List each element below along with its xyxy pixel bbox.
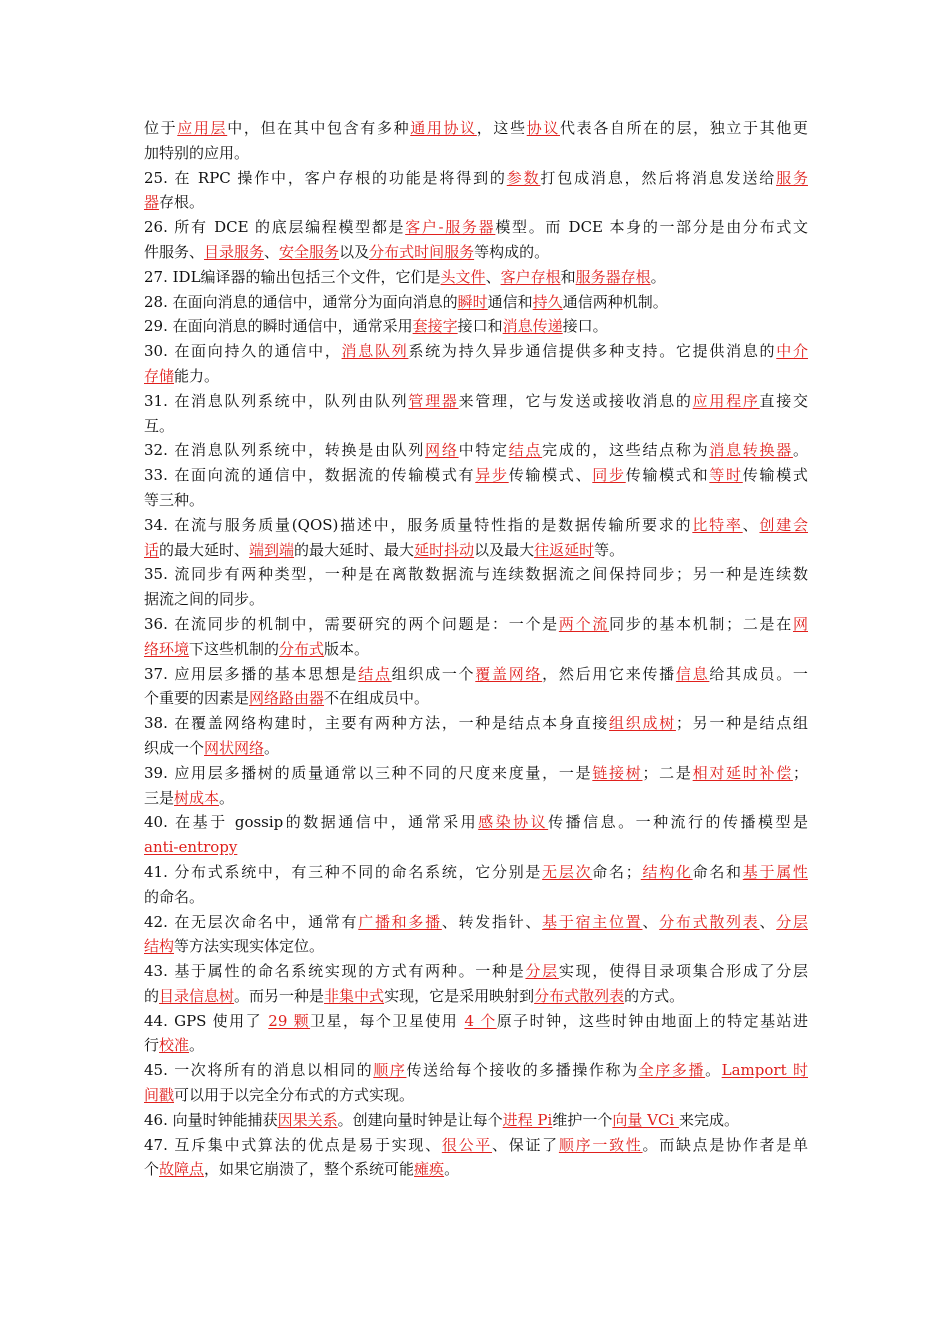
text-line <box>144 934 808 959</box>
answer-blank: 组织成树 <box>609 714 676 733</box>
answer-blank: 等时 <box>709 466 743 485</box>
text-segment: 42. 在无层次命名中，通常有 <box>144 912 359 931</box>
text-segment: 和 <box>560 267 576 286</box>
answer-blank: 存储 <box>144 366 175 385</box>
text-segment: 、 <box>742 515 760 534</box>
text-line <box>144 414 808 439</box>
text-segment: 35. 流同步有两种类型，一种是在离散数据流与连续数据流之间保持同步；另一种是连续数 <box>144 565 808 584</box>
text-line <box>144 463 808 488</box>
answer-blank: 很公平 <box>441 1135 493 1154</box>
answer-blank: 网络 <box>425 441 459 460</box>
text-segment: 。 <box>189 1036 205 1055</box>
text-line <box>144 910 808 935</box>
text-line <box>144 389 808 414</box>
text-line <box>144 761 808 786</box>
answer-blank: 安全服务 <box>279 242 340 261</box>
answer-blank: 通用协议 <box>410 119 477 137</box>
text-segment: 完成的，这些结点称为 <box>542 441 710 460</box>
text-segment: 下这些机制的 <box>189 639 280 658</box>
answer-blank: 无层次 <box>542 862 593 881</box>
text-segment: 据流之间的同步。 <box>144 590 265 609</box>
answer-blank: 异步 <box>475 466 509 485</box>
text-segment: 40. 在基于 gossip的数据通信中，通常采用 <box>144 813 479 832</box>
answer-blank: 进程 Pi <box>502 1110 553 1129</box>
text-segment: ；二是 <box>642 763 693 782</box>
text-segment: 以及最大 <box>474 540 535 559</box>
answer-blank: 延时抖动 <box>414 540 475 559</box>
answer-blank: 校准 <box>159 1036 190 1055</box>
text-segment: ； <box>792 763 808 782</box>
text-segment: 存根。 <box>159 193 205 212</box>
answer-blank: 瘫痪 <box>414 1160 445 1179</box>
text-segment: 打包成消息，然后将消息发送给 <box>540 168 777 187</box>
text-segment: 的 <box>144 986 160 1005</box>
text-segment: 、 <box>485 267 501 286</box>
text-segment: 系统为持久异步通信提供多种支持。它提供消息的 <box>408 342 777 361</box>
text-segment: ；另一种是结点组 <box>675 714 808 733</box>
answer-blank: Lamport 时 <box>721 1061 808 1080</box>
text-segment: 等方法实现实体定位。 <box>174 937 325 956</box>
text-segment: 行 <box>144 1036 160 1055</box>
text-segment: 给其成员。一 <box>709 664 808 683</box>
answer-blank: 分布式散列表 <box>534 986 625 1005</box>
answer-blank: 瞬时 <box>457 292 488 311</box>
text-line <box>144 215 808 240</box>
text-segment: 实现，它是采用映射到 <box>384 986 535 1005</box>
text-segment: 32. 在消息队列系统中，转换是由队列 <box>144 441 426 460</box>
text-segment: 通信和 <box>487 292 533 311</box>
answer-blank: 相对延时补偿 <box>692 763 793 782</box>
text-line <box>144 637 808 662</box>
text-segment: ，如果它崩溃了，整个系统可能 <box>204 1160 415 1179</box>
answer-blank: 分布式时间服务 <box>369 242 475 261</box>
answer-blank: 网 <box>792 614 808 633</box>
answer-blank: 非集中式 <box>324 986 385 1005</box>
text-line <box>144 513 808 538</box>
text-segment: 命名； <box>592 862 641 881</box>
text-segment: 接口和 <box>457 317 503 336</box>
document-page <box>144 116 808 1182</box>
text-line <box>144 612 808 637</box>
text-line <box>144 984 808 1009</box>
text-segment: 的命名。 <box>144 887 205 906</box>
answer-blank: 往返延时 <box>534 540 595 559</box>
text-segment: 传输模式和 <box>625 466 710 485</box>
answer-blank: 话 <box>144 540 160 559</box>
text-segment: 来完成。 <box>679 1110 740 1129</box>
text-segment: 。 <box>792 441 808 460</box>
text-segment: 等。 <box>594 540 625 559</box>
answer-blank: 结构化 <box>640 862 693 881</box>
text-segment: 。 <box>650 267 666 286</box>
answer-blank: 协议 <box>526 119 560 137</box>
answer-blank: 顺序 <box>373 1061 407 1080</box>
answer-blank: 持久 <box>532 292 563 311</box>
answer-blank: 29 颗 <box>268 1011 311 1030</box>
answer-blank: 广播和多播 <box>358 912 442 931</box>
text-line <box>144 860 808 885</box>
answer-blank: 信息 <box>675 664 710 683</box>
answer-blank: 客户存根 <box>500 267 561 286</box>
text-segment: 43. 基于属性的命名系统实现的方式有两种。一种是 <box>144 962 526 981</box>
answer-blank: 络环境 <box>144 639 190 658</box>
answer-blank: 目录服务 <box>204 242 265 261</box>
text-segment: 卫星，每个卫星使用 <box>310 1011 465 1030</box>
answer-blank: 分布式散列表 <box>659 912 760 931</box>
answer-blank: 4 个 <box>464 1011 497 1030</box>
answer-blank: 感染协议 <box>478 813 549 832</box>
answer-blank: 头文件 <box>440 267 486 286</box>
answer-blank: 端到端 <box>249 540 295 559</box>
text-segment: 、 <box>264 242 280 261</box>
text-line <box>144 711 808 736</box>
text-segment: 同步的基本机制；二是在 <box>609 614 793 633</box>
text-segment: 模型。而 DCE 本身的一部分是由分布式文 <box>495 218 808 237</box>
text-segment: 。 <box>444 1160 460 1179</box>
answer-blank: 故障点 <box>159 1160 205 1179</box>
answer-blank: 间戳 <box>144 1086 175 1105</box>
text-line <box>144 1009 808 1034</box>
text-segment: 44. GPS 使用了 <box>144 1011 269 1030</box>
text-segment: 通信两种机制。 <box>562 292 668 311</box>
text-segment: 不在组成员中。 <box>324 689 430 708</box>
answer-blank: 消息转换器 <box>709 441 793 460</box>
answer-blank: 基于属性 <box>742 862 808 881</box>
text-segment: 织成一个 <box>144 738 205 757</box>
text-line <box>144 364 808 389</box>
text-segment: 传送给每个接收的多播操作称为 <box>406 1061 639 1080</box>
answer-blank: 应用程序 <box>692 391 760 410</box>
text-line <box>144 190 808 215</box>
text-segment: 41. 分布式系统中，有三种不同的命名系统，它分别是 <box>144 862 543 881</box>
text-segment: 36. 在流同步的机制中，需要研究的两个问题是：一个是 <box>144 614 559 633</box>
answer-blank: 结点 <box>508 441 543 460</box>
answer-blank: 创建会 <box>759 515 808 534</box>
answer-blank: 中介 <box>776 342 808 361</box>
text-segment: 。 <box>264 738 280 757</box>
answer-blank: 器 <box>144 193 160 212</box>
text-segment: 39. 应用层多播树的质量通常以三种不同的尺度来度量，一是 <box>144 763 593 782</box>
text-segment: 的最大延时、 <box>159 540 250 559</box>
text-segment: 的方式。 <box>624 986 685 1005</box>
answer-blank: 分层 <box>525 962 559 981</box>
answer-blank: 树成本 <box>174 788 220 807</box>
text-line <box>144 959 808 984</box>
text-segment: 中特定 <box>458 441 509 460</box>
text-segment: ，然后用它来传播 <box>542 664 676 683</box>
text-line <box>144 438 808 463</box>
answer-blank: 全序多播 <box>638 1061 706 1080</box>
text-segment: 29. 在面向消息的瞬时通信中，通常采用 <box>144 317 413 336</box>
text-line <box>144 587 808 612</box>
text-line <box>144 538 808 563</box>
text-line <box>144 1083 808 1108</box>
text-segment: 26. 所有 DCE 的底层编程模型都是 <box>144 218 406 237</box>
answer-blank: anti-entropy <box>144 838 238 857</box>
text-segment: 能力。 <box>174 366 220 385</box>
answer-blank: 应用层 <box>177 119 228 137</box>
text-segment: 、 <box>759 912 777 931</box>
answer-blank: 目录信息树 <box>159 986 235 1005</box>
text-line <box>144 314 808 339</box>
text-segment: 直接交 <box>759 391 808 410</box>
answer-blank: 因果关系 <box>277 1110 338 1129</box>
text-segment: 传播信息。一种流行的传播模型是 <box>548 813 808 832</box>
answer-blank: 网络路由器 <box>249 689 325 708</box>
text-line <box>144 835 808 860</box>
text-segment: 。而缺点是协作者是单 <box>642 1135 808 1154</box>
text-segment: 命名和 <box>692 862 743 881</box>
text-segment: 组织成一个 <box>391 664 476 683</box>
text-segment: 30. 在面向持久的通信中， <box>144 342 342 361</box>
answer-blank: 网状网络 <box>204 738 265 757</box>
text-line <box>144 686 808 711</box>
text-line <box>144 1058 808 1083</box>
text-segment: 原子时钟，这些时钟由地面上的特定基站进 <box>496 1011 808 1030</box>
answer-blank: 消息队列 <box>341 342 409 361</box>
text-line <box>144 736 808 761</box>
text-segment: 加特别的应用。 <box>144 143 250 162</box>
text-segment: 传输模式、 <box>508 466 593 485</box>
text-segment: 、保证了 <box>492 1135 559 1154</box>
text-line <box>144 339 808 364</box>
text-segment: 33. 在面向流的通信中，数据流的传输模式有 <box>144 466 476 485</box>
text-line <box>144 885 808 910</box>
text-segment: 个重要的因素是 <box>144 689 250 708</box>
text-line <box>144 116 808 141</box>
text-segment: 传输模式 <box>742 466 808 485</box>
text-segment: 可以用于以完全分布式的方式实现。 <box>174 1086 415 1105</box>
text-segment: 。而另一种是 <box>234 986 325 1005</box>
text-line <box>144 240 808 265</box>
text-segment: 以及 <box>339 242 370 261</box>
answer-blank: 服务 <box>776 168 808 187</box>
text-line <box>144 662 808 687</box>
text-segment: 27. IDL编译器的输出包括三个文件，它们是 <box>144 267 441 286</box>
answer-blank: 客户-服务器 <box>405 218 496 237</box>
text-segment: 维护一个 <box>552 1110 613 1129</box>
text-segment: 等三种。 <box>144 490 205 509</box>
text-line <box>144 810 808 835</box>
text-segment: 实现，使得目录项集合形成了分层 <box>558 962 808 981</box>
answer-blank: 分布式 <box>279 639 325 658</box>
text-segment: 47. 互斥集中式算法的优点是易于实现、 <box>144 1135 442 1154</box>
answer-blank: 比特率 <box>692 515 743 534</box>
text-segment: 的最大延时、最大 <box>294 540 415 559</box>
answer-blank: 结构 <box>144 937 175 956</box>
answer-blank: 服务器存根 <box>575 267 651 286</box>
text-segment: 。 <box>705 1061 722 1080</box>
text-segment: 37. 应用层多播的基本思想是 <box>144 664 359 683</box>
text-line <box>144 1033 808 1058</box>
answer-blank: 两个流 <box>558 614 610 633</box>
text-segment: 46. 向量时钟能捕获 <box>144 1110 278 1129</box>
text-segment: 25. 在 RPC 操作中，客户存根的功能是将得到的 <box>144 168 507 187</box>
text-segment: 互。 <box>144 416 175 435</box>
text-segment: 。创建向量时钟是让每个 <box>337 1110 503 1129</box>
text-segment: 代表各自所在的层，独立于其他更 <box>560 119 808 137</box>
text-segment: 34. 在流与服务质量(QOS)描述中，服务质量特性指的是数据传输所要求的 <box>144 515 693 534</box>
text-segment: 件服务、 <box>144 242 205 261</box>
text-line <box>144 141 808 166</box>
answer-blank: 分层 <box>776 912 808 931</box>
text-segment: ，这些 <box>476 119 527 137</box>
answer-blank: 消息传递 <box>502 317 563 336</box>
text-segment: 31. 在消息队列系统中，队列由队列 <box>144 391 409 410</box>
text-line <box>144 786 808 811</box>
text-segment: 版本。 <box>324 639 370 658</box>
text-line <box>144 1133 808 1158</box>
text-segment: 28. 在面向消息的通信中，通常分为面向消息的 <box>144 292 458 311</box>
text-line <box>144 1157 808 1182</box>
answer-blank: 参数 <box>506 168 541 187</box>
text-line <box>144 290 808 315</box>
text-line <box>144 166 808 191</box>
answer-blank: 覆盖网络 <box>475 664 543 683</box>
text-segment: 位于 <box>144 119 178 137</box>
text-segment: 。 <box>219 788 235 807</box>
text-line <box>144 562 808 587</box>
text-segment: 中，但在其中包含有多种 <box>227 119 411 137</box>
answer-blank: 向量 VCi <box>612 1110 679 1129</box>
text-line <box>144 488 808 513</box>
answer-blank: 管理器 <box>408 391 459 410</box>
answer-blank: 套接字 <box>412 317 458 336</box>
text-segment: 接口。 <box>562 317 608 336</box>
text-line <box>144 265 808 290</box>
text-segment: 、 <box>642 912 660 931</box>
answer-blank: 顺序一致性 <box>558 1135 643 1154</box>
text-segment: 45. 一次将所有的消息以相同的 <box>144 1061 374 1080</box>
text-segment: 个 <box>144 1160 160 1179</box>
text-line <box>144 1108 808 1133</box>
answer-blank: 基于宿主位置 <box>542 912 643 931</box>
answer-blank: 同步 <box>592 466 626 485</box>
text-segment: 38. 在覆盖网络构建时，主要有两种方法，一种是结点本身直接 <box>144 714 610 733</box>
answer-blank: 链接树 <box>592 763 643 782</box>
answer-blank: 结点 <box>358 664 392 683</box>
text-segment: 、转发指针、 <box>441 912 543 931</box>
text-segment: 三是 <box>144 788 175 807</box>
text-segment: 等构成的。 <box>474 242 550 261</box>
text-segment: 来管理，它与发送或接收消息的 <box>458 391 693 410</box>
